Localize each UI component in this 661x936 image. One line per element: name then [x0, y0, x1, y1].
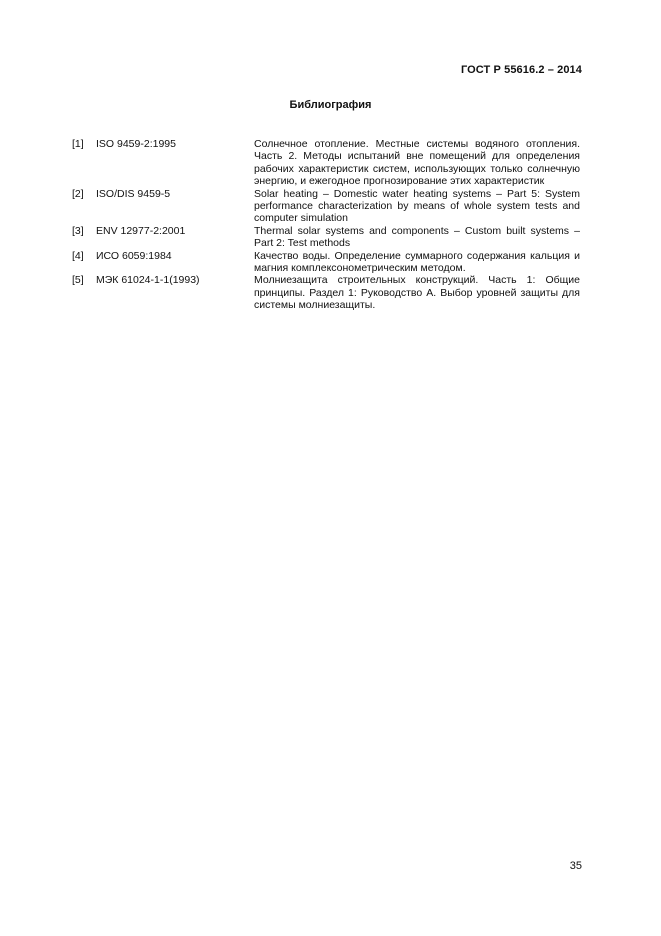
- bibliography-entry: [72, 225, 580, 250]
- entry-number: [5]: [72, 274, 84, 287]
- entry-title: Качество воды. Определение суммарного содержания кальция и магния комплексонометрическим методом.: [254, 249, 580, 275]
- entry-title: Thermal solar systems and components – Custom built systems – Part 2: Test methods: [254, 224, 580, 250]
- entry-code: ISO/DIS 9459-5: [96, 187, 171, 200]
- entry-title: Молниезащита строительных конструкций. Часть 1: Общие принципы. Раздел 1: Руководство А. Выбор уровней защиты для системы молниезащиты.: [254, 274, 580, 312]
- entry-number: [4]: [72, 249, 84, 262]
- document-header: ГОСТ Р 55616.2 – 2014: [460, 64, 582, 76]
- bibliography-entry: [72, 138, 580, 188]
- page-number: 35: [569, 860, 582, 872]
- entry-code: МЭК 61024-1-1(1993): [96, 274, 200, 287]
- entry-number: [1]: [72, 138, 84, 150]
- bibliography-title: Библиография: [289, 99, 372, 111]
- entry-title: Solar heating – Domestic water heating systems – Part 5: System performance characterization by means of whole system tests and computer simulation: [254, 187, 580, 225]
- bibliography-entry: [72, 250, 580, 275]
- entry-number: [2]: [72, 187, 84, 200]
- bibliography-entry: [72, 188, 580, 225]
- bibliography-entry: [72, 274, 580, 311]
- entry-title: Солнечное отопление. Местные системы водяного отопления. Часть 2. Методы испытаний вне помещений для определения рабочих характеристик систем, использующих только солнечную энергию, и ежегодное прогнозирование этих характеристик: [254, 138, 580, 188]
- entry-code: ИСО 6059:1984: [96, 249, 172, 262]
- entry-code: ENV 12977-2:2001: [96, 224, 186, 237]
- entry-number: [3]: [72, 224, 84, 237]
- bibliography-list: [72, 138, 580, 312]
- entry-code: ISO 9459-2:1995: [96, 138, 176, 150]
